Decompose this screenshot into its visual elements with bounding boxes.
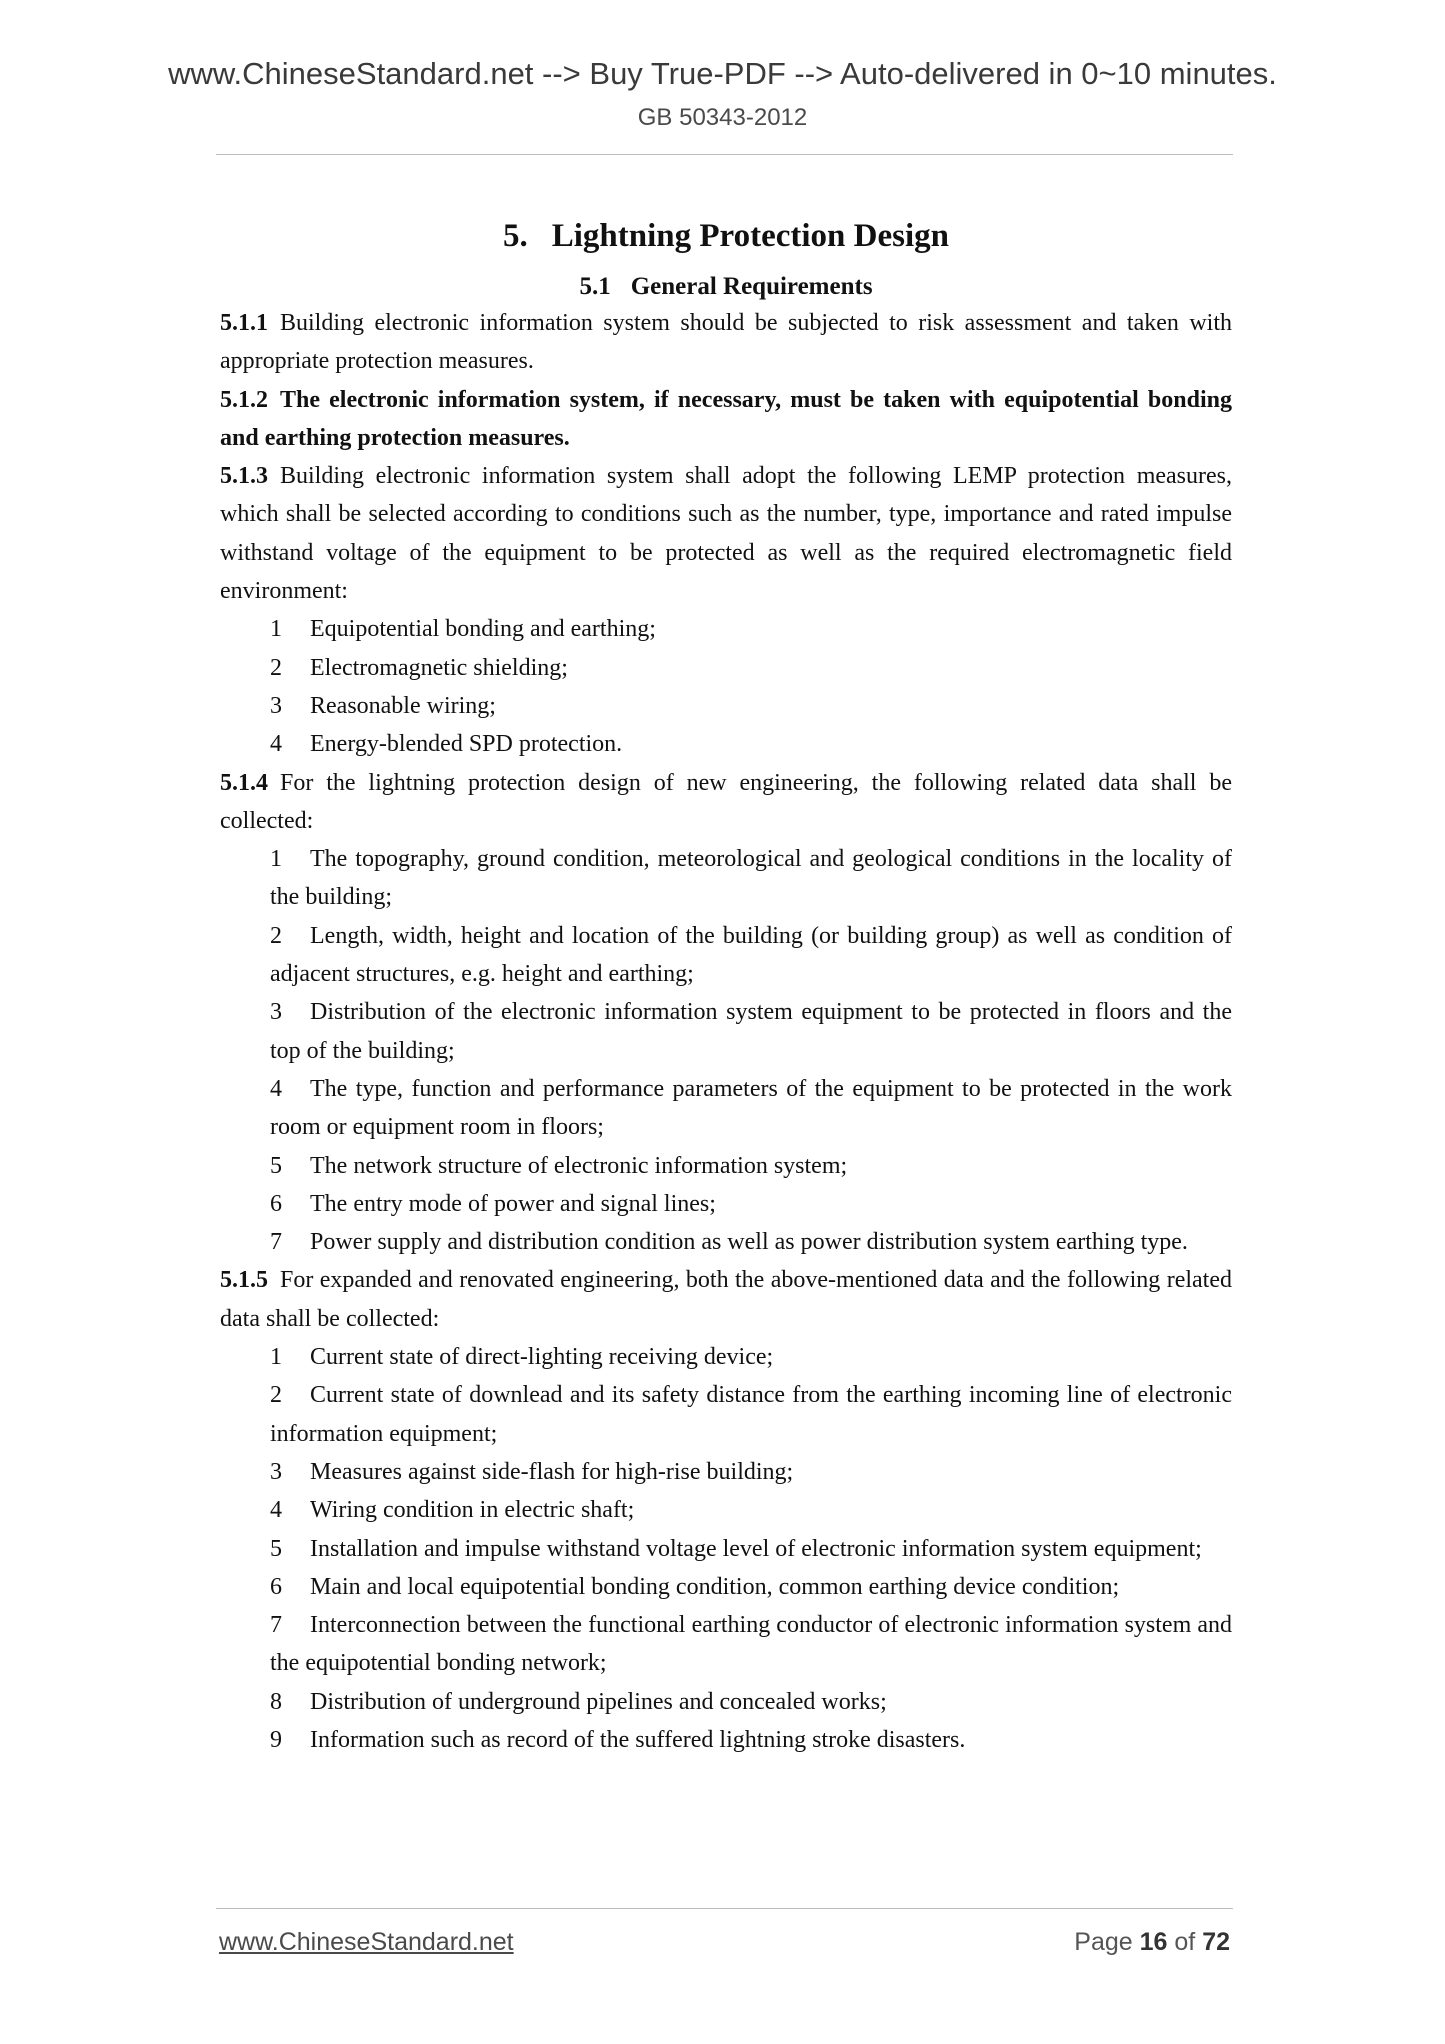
clause-5-1-4-list (220, 840, 1232, 1261)
list-item: 2 Current state of downlead and its safety distance from the earthing incoming line of electronic information equipment; (270, 1382, 1232, 1447)
chapter-heading (220, 214, 1232, 258)
list-item: 3 Reasonable wiring; (270, 692, 496, 719)
list-item: 3 Distribution of the electronic information system equipment to be protected in floors and the top of the building; (270, 999, 1232, 1064)
footer-divider (216, 1908, 1233, 1909)
list-item: 5 The network structure of electronic information system; (270, 1152, 848, 1179)
clause-5-1-3 (220, 457, 1232, 610)
clause-text: The electronic information system, if necessary, must be taken with equipotential bonding and earthing protection measures. (220, 386, 1232, 451)
header-divider (216, 154, 1233, 155)
clause-5-1-5-list (220, 1338, 1232, 1759)
clause-number: 5.1.3 (220, 463, 268, 490)
list-item: 2 Electromagnetic shielding; (270, 654, 568, 681)
document-body (220, 214, 1232, 1759)
clause-number: 5.1.5 (220, 1267, 268, 1294)
clause-number: 5.1.2 (220, 386, 268, 413)
list-item: 4 Energy-blended SPD protection. (270, 731, 623, 758)
clause-text: Building electronic information system shall adopt the following LEMP protection measures, which shall be selected according to conditions such as the number, type, importance and rated impulse withstand voltage of the equipment to be protected as well as the required electromagnetic field environment: (220, 463, 1232, 605)
list-item: 7 Power supply and distribution condition as well as power distribution system earthing type. (270, 1229, 1188, 1256)
page-total: 72 (1202, 1928, 1230, 1956)
clause-text: Building electronic information system should be subjected to risk assessment and taken with appropriate protection measures. (220, 310, 1232, 375)
section-title: General Requirements (630, 273, 873, 300)
list-item: 2 Length, width, height and location of the building (or building group) as well as condition of adjacent structures, e.g. height and earthing; (270, 922, 1232, 988)
clause-number: 5.1.4 (220, 769, 268, 796)
chapter-title: Lightning Protection Design (551, 218, 949, 254)
page-indicator: Page 16 of 72 (1074, 1928, 1230, 1956)
chapter-number: 5. (503, 218, 528, 254)
clause-5-1-2 (220, 381, 1232, 458)
list-item: 1 The topography, ground condition, meteorological and geological conditions in the locality of the building; (270, 846, 1232, 911)
list-item: 4 The type, function and performance parameters of the equipment to be protected in the work room or equipment room in floors; (270, 1075, 1232, 1141)
list-item: 1 Equipotential bonding and earthing; (270, 616, 656, 643)
list-item: 7 Interconnection between the functional earthing conductor of electronic information system and the equipotential bonding network; (270, 1612, 1232, 1677)
header-banner: www.ChineseStandard.net --> Buy True-PDF --> Auto-delivered in 0~10 minutes. (168, 56, 1277, 91)
clause-number: 5.1.1 (220, 310, 268, 336)
footer-site-link[interactable]: www.ChineseStandard.net (219, 1928, 514, 1956)
section-number: 5.1 (579, 273, 611, 300)
clause-5-1-1 (220, 304, 1232, 381)
clause-5-1-5 (220, 1261, 1232, 1338)
list-item: 3 Measures against side-flash for high-rise building; (270, 1458, 794, 1485)
list-item: 9 Information such as record of the suffered lightning stroke disasters. (270, 1726, 966, 1753)
list-item: 6 Main and local equipotential bonding condition, common earthing device condition; (270, 1573, 1120, 1600)
list-item: 6 The entry mode of power and signal lines; (270, 1190, 716, 1217)
list-item: 5 Installation and impulse withstand voltage level of electronic information system equipment; (270, 1535, 1202, 1562)
clause-5-1-4 (220, 764, 1232, 841)
list-item: 4 Wiring condition in electric shaft; (270, 1497, 635, 1524)
clause-5-1-3-list (220, 610, 1232, 763)
clause-text: For the lightning protection design of new engineering, the following related data shall be collected: (220, 769, 1232, 834)
list-item: 8 Distribution of underground pipelines and concealed works; (270, 1688, 887, 1715)
clause-text: For expanded and renovated engineering, both the above-mentioned data and the following related data shall be collected: (220, 1267, 1232, 1332)
list-item: 1 Current state of direct-lighting receiving device; (270, 1344, 774, 1371)
standard-number: GB 50343-2012 (637, 104, 808, 131)
page-current: 16 (1139, 1928, 1168, 1956)
section-heading (220, 270, 1232, 304)
